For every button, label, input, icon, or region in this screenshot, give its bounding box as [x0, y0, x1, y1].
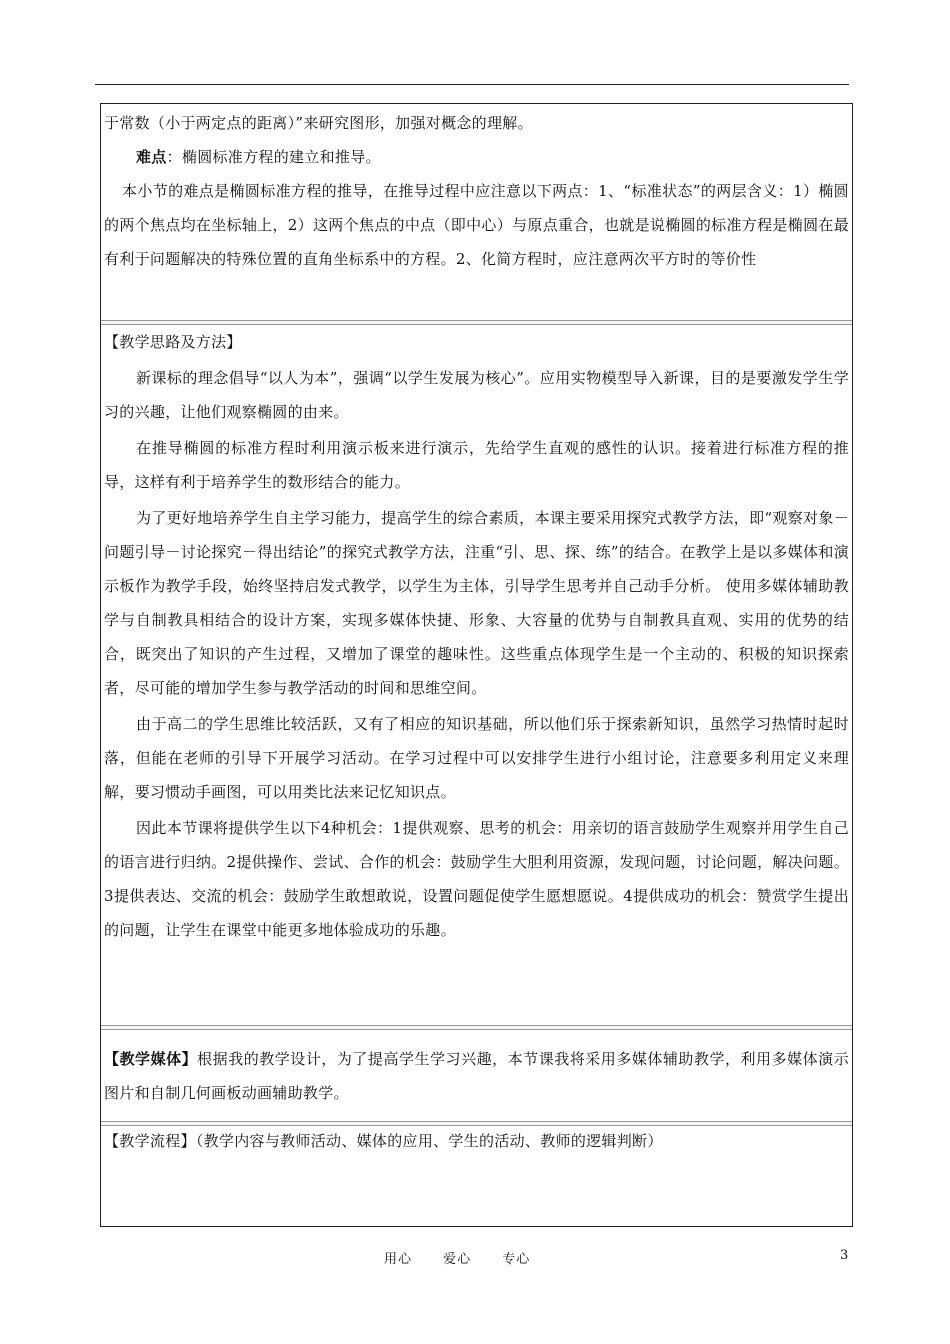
process-text: （教学内容与教师活动、媒体的应用、学生的活动、教师的逻辑判断）	[195, 1132, 663, 1150]
row-separator	[101, 1025, 852, 1030]
section-teaching-media	[101, 1042, 852, 1110]
section-key-difficulties	[101, 106, 852, 276]
media-paragraph	[104, 1042, 849, 1110]
page-number: 3	[840, 1248, 849, 1263]
approach-paragraph: 在推导椭圆的标准方程时利用演示板来进行演示，先给学生直观的感性的认识。接着进行标准方程的推导，这样有利于培养学生的数形结合的能力。	[104, 439, 849, 491]
difficulty-line	[104, 140, 849, 174]
difficulty-detail: 本小节的难点是椭圆标准方程的推导，在推导过程中应注意以下两点：1、“标准状态”的两层含义：1）椭圆的两个焦点均在坐标轴上，2）这两个焦点的中点（即中心）与原点重合，也就是说椭圆的标准方程是椭圆在最有利于问题解决的特殊位置的直角坐标系中的方程。2、化简方程时，应注意两次平方时的等价性	[104, 182, 849, 268]
page-footer	[0, 1248, 950, 1268]
process-line	[104, 1124, 849, 1158]
header-rule	[95, 84, 849, 85]
difficulty-label: 难点	[136, 148, 167, 166]
approach-paragraph: 为了更好地培养学生自主学习能力，提高学生的综合素质，本课主要采用探究式教学方法，即“观察对象－问题引导－讨论探究－得出结论”的探究式教学方法，注重“引、思、探、练”的结合。在教学上是以多媒体和演示板作为教学手段，始终坚持启发式教学，以学生为主体，引导学生思考并自己动手分析。 使用多媒体辅助教学与自制教具相结合的设计方案，实现多媒体快捷、形象、大容量的优势与自制教具直观、实用的优势的结合，既突出了知识的产生过程，又增加了课堂的趣味性。这些重点体现学生是一个主动的、积极的知识探索者，尽可能的增加学生参与教学活动的时间和思维空间。	[104, 509, 849, 697]
section-heading: 【教学思路及方法】	[104, 333, 242, 351]
approach-paragraph: 由于高二的学生思维比较活跃，又有了相应的知识基础，所以他们乐于探索新知识，虽然学习热情时起时落，但能在老师的引导下开展学习活动。在学习过程中可以安排学生进行小组讨论，注意要多利用定义来理解，要习惯动手画图，可以用类比法来记忆知识点。	[104, 715, 849, 801]
content-table	[100, 103, 853, 1227]
section-heading: 【教学流程】	[104, 1132, 196, 1150]
paragraph-continued: 于常数（小于两定点的距离）”来研究图形，加强对概念的理解。	[104, 114, 533, 132]
section-heading: 【教学媒体】	[104, 1050, 198, 1068]
media-text: 根据我的教学设计，为了提高学生学习兴趣，本节课我将采用多媒体辅助教学，利用多媒体演示图片和自制几何画板动画辅助教学。	[104, 1050, 849, 1102]
approach-paragraph: 因此本节课将提供学生以下4种机会：1提供观察、思考的机会：用亲切的语言鼓励学生观察并用学生自己的语言进行归纳。2提供操作、尝试、合作的机会：鼓励学生大胆利用资源，发现问题，讨论问题，解决问题。3提供表达、交流的机会：鼓励学生敢想敢说，设置问题促使学生愿想愿说。4提供成功的机会：赞赏学生提出的问题，让学生在课堂中能更多地体验成功的乐趣。	[104, 819, 849, 939]
section-teaching-approach	[101, 325, 852, 947]
footer-motto: 用心 爱心 专心	[384, 1252, 531, 1267]
difficulty-text: ：椭圆标准方程的建立和推导。	[166, 148, 381, 166]
approach-paragraph: 新课标的理念倡导“以人为本”，强调“以学生发展为核心”。应用实物模型导入新课，目的是要激发学生学习的兴趣，让他们观察椭圆的由来。	[104, 369, 849, 421]
section-teaching-process	[101, 1124, 852, 1158]
